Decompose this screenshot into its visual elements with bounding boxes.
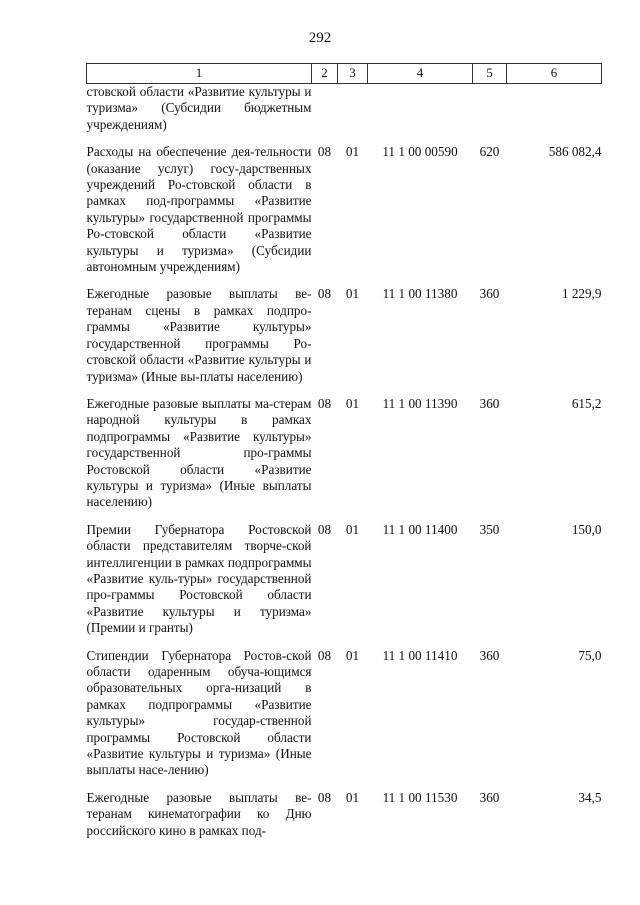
table-row	[87, 84, 602, 145]
table-row	[87, 790, 602, 850]
column-header: 4	[368, 64, 473, 84]
section-code	[312, 84, 338, 145]
column-header: 5	[473, 64, 507, 84]
row-description: Премии Губернатора Ростовской области представителям творче-ской интеллигенции в рамках подпрограммы «Развитие куль-туры» государственной про-граммы Ростовской области «Развитие культуры и туризма» (Премии и гранты)	[86, 521, 312, 636]
target-article-code: 11 1 00 11400	[382, 521, 458, 537]
section-code: 08	[317, 521, 332, 537]
target-article-code: 11 1 00 11380	[382, 286, 458, 302]
column-header: 2	[312, 64, 338, 84]
row-description: Ежегодные разовые выплаты ма-стерам народной культуры в рамках подпрограммы «Развитие культуры» государственной про-граммы Ростовской области «Развитие культуры и туризма» (Иные выплаты населению)	[86, 395, 312, 510]
column-header: 3	[338, 64, 368, 84]
section-code: 08	[317, 395, 332, 411]
table-row	[87, 286, 602, 395]
amount: 150,0	[571, 521, 602, 537]
budget-table	[86, 63, 602, 850]
target-article-code	[368, 84, 473, 145]
amount: 1 229,9	[561, 286, 602, 302]
row-description: Ежегодные разовые выплаты ве-теранам кинематографии ко Дню российского кино в рамках под-	[86, 789, 312, 838]
subsection-code: 01	[345, 647, 360, 663]
page-number: 292	[308, 30, 332, 46]
row-description: Ежегодные разовые выплаты ве-теранам сцены в рамках подпро-граммы «Развитие культуры» государственной программы Ро-стовской области «Развитие культуры и туризма» (Иные вы-платы населению)	[86, 286, 312, 384]
subsection-code	[338, 84, 368, 145]
target-article-code: 11 1 00 11530	[382, 789, 458, 805]
subsection-code: 01	[345, 286, 360, 302]
column-header: 6	[507, 64, 602, 84]
row-description: стовской области «Развитие культуры и туризма» (Субсидии бюджетным учреждениям)	[86, 84, 312, 132]
target-article-code: 11 1 00 11390	[382, 395, 458, 411]
row-description: Расходы на обеспечение дея-тельности (оказание услуг) госу-дарственных учреждений Ро-стовской области в рамках под-программы «Развитие культуры» государственной программы Ро-стовской области «Развитие культуры и туризма» (Субсидии автономным учреждениям)	[86, 144, 312, 275]
amount	[507, 84, 602, 145]
amount: 586 082,4	[548, 144, 602, 160]
table-header-row	[87, 64, 602, 84]
section-code: 08	[317, 144, 332, 160]
amount: 75,0	[578, 647, 602, 663]
table-row	[87, 648, 602, 790]
amount: 615,2	[571, 395, 602, 411]
row-description: Стипендии Губернатора Ростов-ской области одаренным обуча-ющимся образовательных орга-низаций в рамках подпрограммы «Развитие культуры» государ-ственной программы Ростовской области «Развитие культуры и туризма» (Иные выплаты насе-лению)	[86, 647, 312, 778]
expense-type-code: 360	[479, 286, 500, 302]
section-code: 08	[317, 789, 332, 805]
amount: 34,5	[578, 789, 602, 805]
column-header: 1	[87, 64, 312, 84]
expense-type-code: 350	[479, 521, 500, 537]
target-article-code: 11 1 00 00590	[382, 144, 458, 160]
expense-type-code: 620	[479, 144, 500, 160]
subsection-code: 01	[345, 521, 360, 537]
table-row	[87, 522, 602, 648]
table-row	[87, 396, 602, 522]
expense-type-code: 360	[479, 647, 500, 663]
expense-type-code: 360	[479, 395, 500, 411]
section-code: 08	[317, 647, 332, 663]
subsection-code: 01	[345, 395, 360, 411]
section-code: 08	[317, 286, 332, 302]
subsection-code: 01	[345, 144, 360, 160]
subsection-code: 01	[345, 789, 360, 805]
expense-type-code	[473, 84, 507, 145]
table-row	[87, 144, 602, 286]
target-article-code: 11 1 00 11410	[382, 647, 458, 663]
expense-type-code: 360	[479, 789, 500, 805]
